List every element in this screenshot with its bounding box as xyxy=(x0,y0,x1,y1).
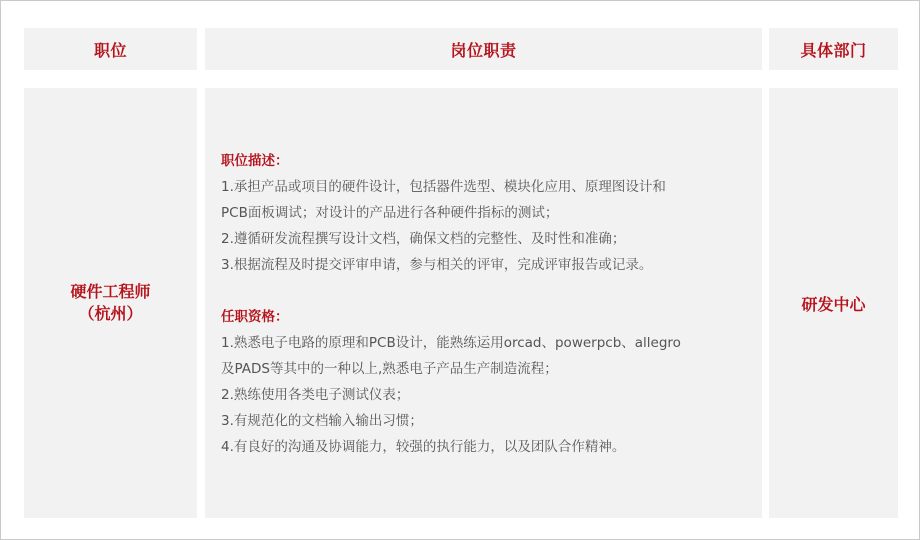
header-department-label: 具体部门 xyxy=(800,40,867,60)
department-cell xyxy=(769,88,898,518)
qualification-line: 3.有规范化的文档输入输出习惯； xyxy=(221,413,423,429)
header-department xyxy=(769,28,898,70)
header-position xyxy=(24,28,197,70)
position-cell xyxy=(24,88,197,518)
qualifications-heading: 任职资格： xyxy=(221,309,289,325)
qualification-line: 2.熟练使用各类电子测试仪表； xyxy=(221,387,410,403)
section-spacer xyxy=(221,278,749,304)
description-line: 2.遵循研发流程撰写设计文档，确保文档的完整性、及时性和准确； xyxy=(221,231,626,247)
qualification-line: 及PADS等其中的一种以上,熟悉电子产品生产制造流程； xyxy=(221,361,558,377)
qualification-line: 4.有良好的沟通及协调能力，较强的执行能力，以及团队合作精神。 xyxy=(221,439,626,455)
description-line: 1.承担产品或项目的硬件设计，包括器件选型、模块化应用、原理图设计和 xyxy=(221,179,666,195)
description-line: PCB面板调试；对设计的产品进行各种硬件指标的测试； xyxy=(221,205,559,221)
position-title xyxy=(70,281,150,325)
position-title-line1: 硬件工程师 xyxy=(70,282,151,301)
position-title-line2: （杭州） xyxy=(78,304,143,323)
department-name: 研发中心 xyxy=(801,294,866,314)
qualification-line: 1.熟悉电子电路的原理和PCB设计，能熟练运用orcad、powerpcb、allegro xyxy=(221,335,681,351)
header-duties xyxy=(205,28,762,70)
duties-cell xyxy=(205,88,762,518)
description-heading: 职位描述： xyxy=(221,153,289,169)
duties-content xyxy=(221,148,749,460)
header-duties-label: 岗位职责 xyxy=(450,40,517,60)
description-line: 3.根据流程及时提交评审申请，参与相关的评审，完成评审报告或记录。 xyxy=(221,257,653,273)
header-position-label: 职位 xyxy=(93,40,127,60)
